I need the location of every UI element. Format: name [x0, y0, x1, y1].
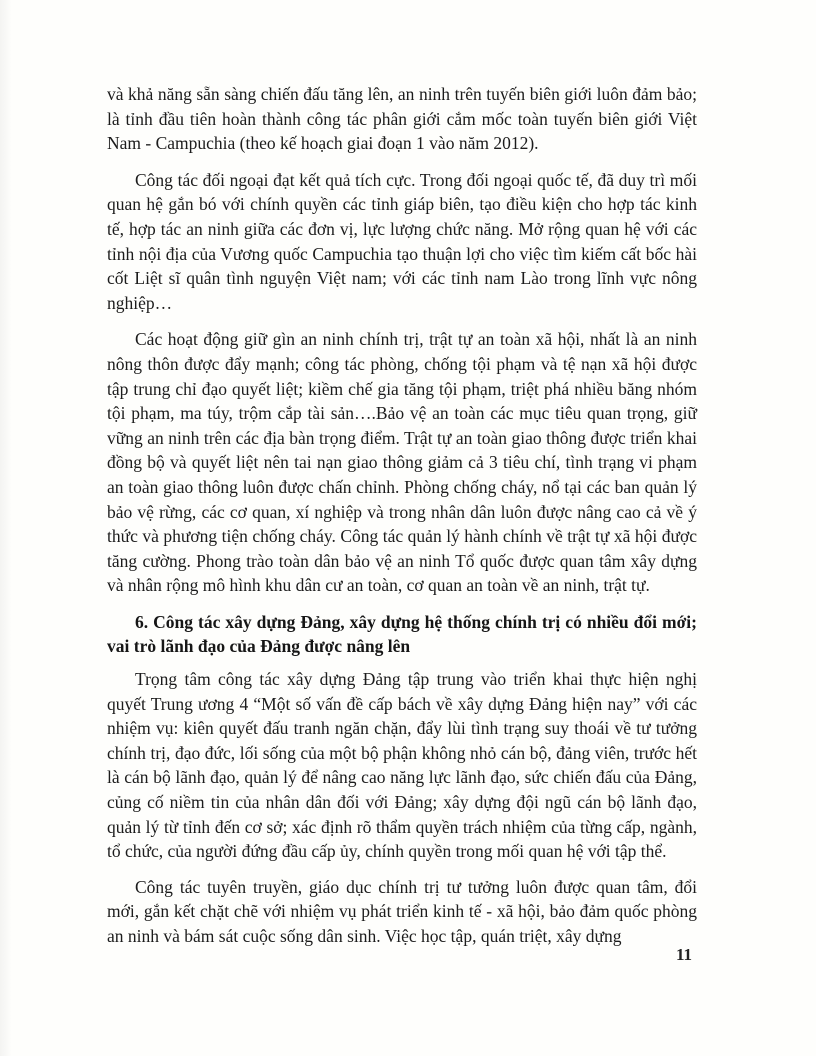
section-heading: 6. Công tác xây dựng Đảng, xây dựng hệ thống chính trị có nhiều đổi mới; vai trò lãnh đạo của Đảng được nâng lên	[107, 611, 697, 657]
paragraph-continuation: và khả năng sẵn sàng chiến đấu tăng lên, an ninh trên tuyến biên giới luôn đảm bảo; là tỉnh đầu tiên hoàn thành công tác phân giới cắm mốc toàn tuyến biên giới Việt Nam - Campuchia (theo kế hoạch giai đoạn 1 vào năm 2012).	[107, 84, 697, 154]
paragraph-party-building: Trọng tâm công tác xây dựng Đảng tập trung vào triển khai thực hiện nghị quyết Trung ương 4 “Một số vấn đề cấp bách về xây dựng Đảng hiện nay” với các nhiệm vụ: kiên quyết đấu tranh ngăn chặn, đẩy lùi tình trạng suy thoái về tư tưởng chính trị, đạo đức, lối sống của một bộ phận không nhỏ cán bộ, đảng viên, trước hết là cán bộ lãnh đạo, quản lý để nâng cao năng lực lãnh đạo, sức chiến đấu của Đảng, củng cố niềm tin của nhân dân đối với Đảng; xây dựng đội ngũ cán bộ lãnh đạo, quản lý từ tỉnh đến cơ sở; xác định rõ thẩm quyền trách nhiệm của từng cấp, ngành, tổ chức, của người đứng đầu cấp ủy, chính quyền trong mối quan hệ với tập thể.	[107, 669, 697, 862]
page-body	[107, 82, 697, 949]
paragraph-security-order: Các hoạt động giữ gìn an ninh chính trị, trật tự an toàn xã hội, nhất là an ninh nông thôn được đẩy mạnh; công tác phòng, chống tội phạm và tệ nạn xã hội được tập trung chỉ đạo quyết liệt; kiềm chế gia tăng tội phạm, triệt phá nhiều băng nhóm tội phạm, ma túy, trộm cắp tài sản….Bảo vệ an toàn các mục tiêu quan trọng, giữ vững an ninh trên các địa bàn trọng điểm. Trật tự an toàn giao thông được triển khai đồng bộ và quyết liệt nên tai nạn giao thông giảm cả 3 tiêu chí, tình trạng vi phạm an toàn giao thông luôn được chấn chỉnh. Phòng chống cháy, nổ tại các ban quản lý bảo vệ rừng, các cơ quan, xí nghiệp và trong nhân dân luôn được nâng cao cả về ý thức và phương tiện chống cháy. Công tác quản lý hành chính về trật tự xã hội được tăng cường. Phong trào toàn dân bảo vệ an ninh Tổ quốc được quan tâm xây dựng và nhân rộng mô hình khu dân cư an toàn, cơ quan an toàn về an ninh, trật tự.	[107, 329, 697, 596]
scan-edge-shade	[0, 0, 12, 1056]
paragraph-foreign-affairs: Công tác đối ngoại đạt kết quả tích cực. Trong đối ngoại quốc tế, đã duy trì mối quan hệ gắn bó với chính quyền các tỉnh giáp biên, tạo điều kiện cho hợp tác kinh tế, hợp tác an ninh giữa các đơn vị, lực lượng chức năng. Mở rộng quan hệ với các tỉnh nội địa của Vương quốc Campuchia tạo thuận lợi cho việc tìm kiếm cất bốc hài cốt Liệt sĩ quân tình nguyện Việt nam; với các tỉnh nam Lào trong lĩnh vực nông nghiệp…	[107, 169, 697, 313]
paragraph-propaganda: Công tác tuyên truyền, giáo dục chính trị tư tưởng luôn được quan tâm, đổi mới, gắn kết chặt chẽ với nhiệm vụ phát triển kinh tế - xã hội, bảo đảm quốc phòng an ninh và bám sát cuộc sống dân sinh. Việc học tập, quán triệt, xây dựng	[107, 876, 697, 946]
page-number: 11	[676, 945, 693, 964]
